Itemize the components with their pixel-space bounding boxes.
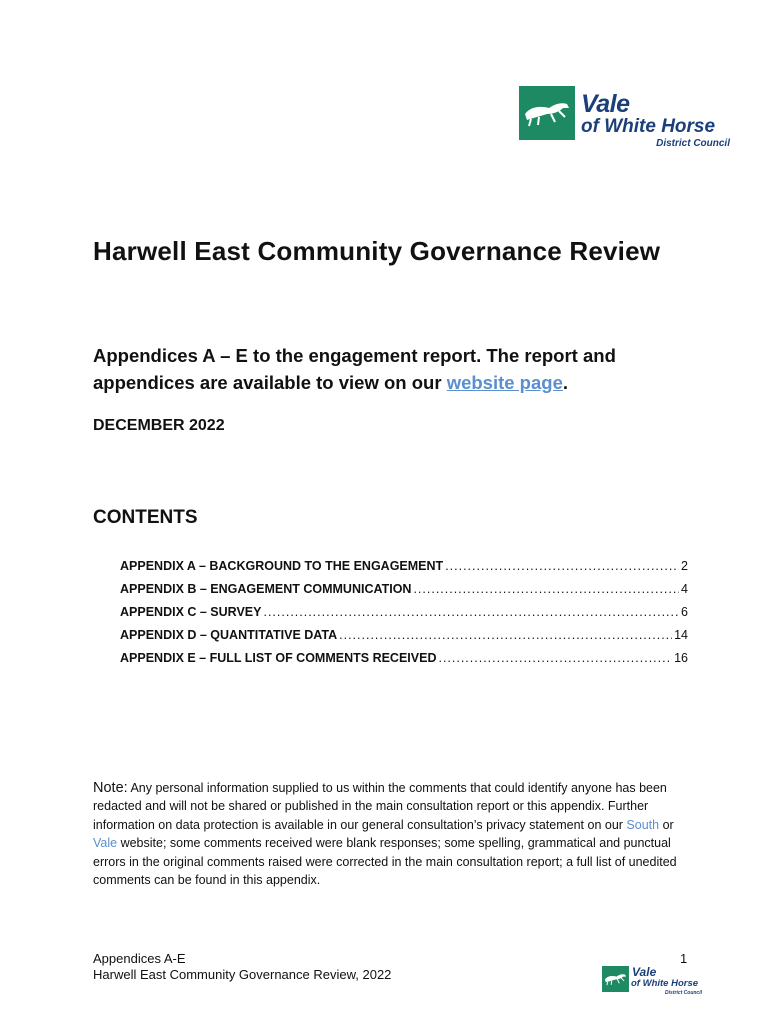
toc-entry-label: APPENDIX C – SURVEY (120, 605, 262, 619)
toc-leader-dots (445, 559, 679, 573)
document-subtitle (93, 342, 703, 396)
note-text-1: Any personal information supplied to us within the comments that could identify anyone has been redacted and will not be shared or published in the main consultation report or this appendix. Further information on data protection is available in our general consultation’s privacy statement on our (93, 781, 667, 832)
council-logo (519, 86, 734, 154)
toc-entry-label: APPENDIX E – FULL LIST OF COMMENTS RECEIVED (120, 651, 437, 665)
logo-district-council-text: District Council (656, 138, 730, 149)
table-of-contents (120, 559, 688, 674)
document-title: Harwell East Community Governance Review (93, 236, 661, 266)
white-horse-icon (602, 966, 629, 992)
white-horse-icon (519, 86, 575, 140)
subtitle-text: Appendices A – E to the engagement report. The report and appendices are available to view on our (93, 345, 616, 393)
toc-entry-page: 6 (681, 605, 688, 619)
toc-entry-page: 2 (681, 559, 688, 573)
toc-entry-label: APPENDIX D – QUANTITATIVE DATA (120, 628, 338, 642)
toc-entry-appendix-e[interactable] (120, 651, 688, 674)
data-protection-note (93, 779, 693, 889)
toc-entry-appendix-d[interactable] (120, 628, 688, 651)
footer-line-1: Appendices A-E (93, 951, 186, 966)
toc-entry-page: 4 (681, 582, 688, 596)
note-label: Note: (93, 780, 128, 796)
footer-council-logo (602, 964, 704, 998)
logo-white-horse-text: of White Horse (631, 978, 699, 989)
document-date: DECEMBER 2022 (93, 417, 225, 434)
logo-vale-text: Vale (581, 90, 630, 118)
page-footer (93, 951, 391, 983)
note-text-3: website; some comments received were blank responses; some spelling, grammatical and punctual errors in the original comments raised were corrected in the main consultation report; a full list of unedited comments can be found in this appendix. (93, 836, 677, 888)
toc-entry-appendix-b[interactable] (120, 582, 688, 605)
footer-line-2: Harwell East Community Governance Review, 2022 (93, 967, 392, 982)
toc-leader-dots (339, 628, 672, 642)
logo-district-council-text: District Council (665, 990, 702, 996)
south-website-link[interactable]: South (626, 817, 660, 832)
toc-entry-page: 16 (674, 651, 688, 665)
toc-leader-dots (413, 582, 679, 596)
toc-entry-appendix-a[interactable] (120, 559, 688, 582)
note-text-2: or (659, 817, 674, 832)
toc-entry-appendix-c[interactable] (120, 605, 688, 628)
subtitle-end: . (562, 372, 569, 393)
toc-entry-page: 14 (674, 628, 688, 642)
toc-leader-dots (438, 651, 672, 665)
contents-heading: CONTENTS (93, 507, 198, 528)
page-number: 1 (680, 951, 688, 966)
website-page-link[interactable]: website page (446, 372, 563, 393)
toc-entry-label: APPENDIX B – ENGAGEMENT COMMUNICATION (120, 582, 412, 596)
toc-entry-label: APPENDIX A – BACKGROUND TO THE ENGAGEMENT (120, 559, 444, 573)
logo-white-horse-text: of White Horse (581, 116, 716, 137)
logo-vale-text: Vale (632, 965, 657, 979)
vale-website-link[interactable]: Vale (93, 836, 118, 851)
toc-leader-dots (263, 605, 679, 619)
